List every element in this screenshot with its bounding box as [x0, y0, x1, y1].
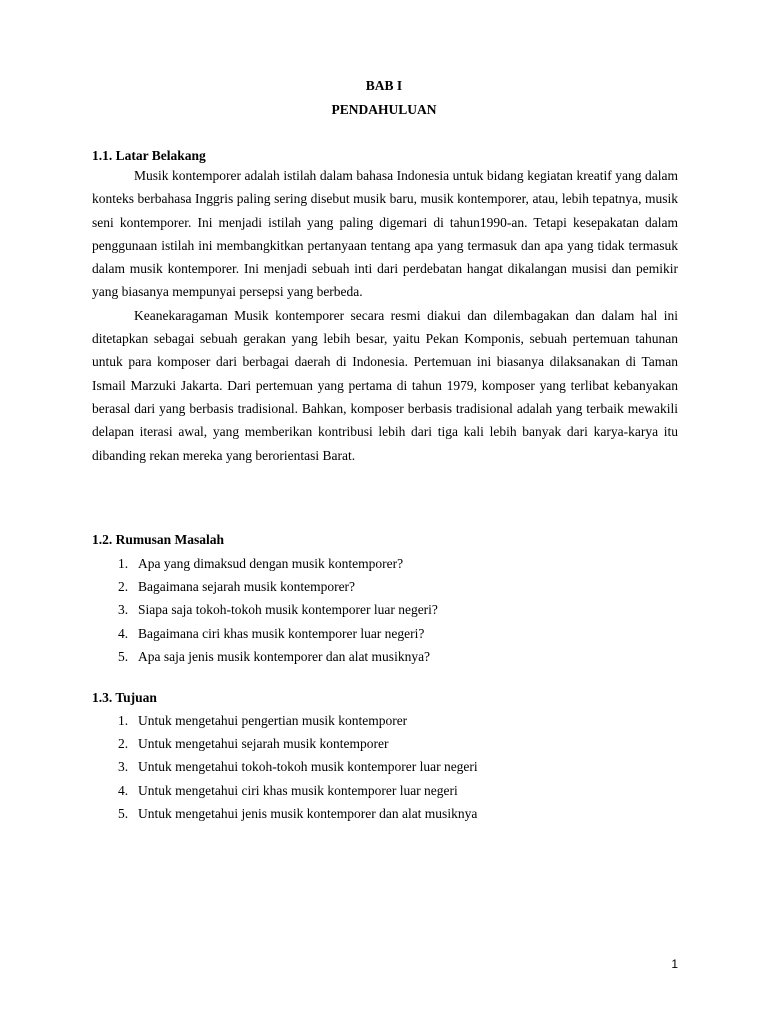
list-item	[92, 598, 438, 621]
list-item	[92, 709, 478, 732]
list-item-number: 3.	[118, 602, 129, 618]
list-item	[92, 552, 438, 575]
page-number: 1	[671, 957, 678, 971]
list-item-text: Untuk mengetahui jenis musik kontemporer dan alat musiknya	[138, 805, 478, 821]
list-item	[92, 802, 478, 825]
rumusan-masalah-list	[92, 552, 438, 668]
list-item	[92, 622, 438, 645]
list-item-text: Untuk mengetahui tokoh-tokoh musik kontemporer luar negeri	[138, 759, 478, 775]
chapter-number: BAB I	[365, 78, 403, 93]
list-item-number: 2.	[118, 579, 129, 595]
list-item-text: Bagaimana sejarah musik kontemporer?	[138, 579, 356, 595]
list-item-number: 5.	[118, 805, 129, 821]
section-body-latar-belakang	[92, 164, 678, 467]
list-item-text: Apa yang dimaksud dengan musik kontemporer?	[138, 556, 404, 571]
list-item-number: 4.	[118, 625, 129, 641]
list-item	[92, 575, 438, 598]
list-item-number: 1.	[118, 556, 129, 571]
list-item-number: 4.	[118, 782, 129, 798]
paragraph: Musik kontemporer adalah istilah dalam bahasa Indonesia untuk bidang kegiatan kreatif yang dalam konteks berbahasa Inggris paling sering disebut musik baru, musik kontemporer, atau, lebih tepatnya, musik seni kontemporer. Ini menjadi istilah yang paling digemari di tahun1990-an. Tetapi kesepakatan dalam penggunaan istilah ini membangkitkan pertanyaan tentang apa yang termasuk dan apa yang tidak termasuk dalam musik kontemporer. Ini menjadi sebuah inti dari perdebatan hangat dikalangan musisi dan pemikir yang biasanya mempunyai persepsi yang berbeda.	[92, 168, 678, 300]
list-item	[92, 732, 478, 755]
list-item-text: Apa saja jenis musik kontemporer dan alat musiknya?	[138, 648, 431, 664]
list-item-text: Untuk mengetahui pengertian musik kontemporer	[138, 713, 408, 728]
list-item-number: 5.	[118, 648, 129, 664]
section-heading-latar-belakang: 1.1. Latar Belakang	[92, 148, 206, 163]
list-item-number: 2.	[118, 736, 129, 752]
list-item	[92, 645, 438, 668]
list-item-text: Untuk mengetahui sejarah musik kontemporer	[138, 736, 389, 752]
paragraph: Keanekaragaman Musik kontemporer secara resmi diakui dan dilembagakan dan dalam hal ini ditetapkan sebagai sebuah gerakan yang lebih besar, yaitu Pekan Komponis, sebuah pertemuan tahunan untuk para komposer dari berbagai daerah di Indonesia. Pertemuan ini biasanya dilaksanakan di Taman Ismail Marzuki Jakarta. Dari pertemuan yang pertama di tahun 1979, komposer yang terlibat kebanyakan berasal dari yang berbasis tradisional. Bahkan, komposer berbasis tradisional adalah yang terbaik mewakili delapan iterasi awal, yang memberikan kontribusi lebih dari tiga kali lebih banyak dari karya-karya itu dibanding rekan mereka yang berorientasi Barat.	[92, 307, 678, 463]
list-item-number: 3.	[118, 759, 129, 775]
chapter-title: PENDAHULUAN	[331, 102, 437, 117]
list-item-text: Untuk mengetahui ciri khas musik kontemporer luar negeri	[138, 782, 458, 798]
list-item	[92, 755, 478, 778]
tujuan-list	[92, 709, 478, 825]
list-item-text: Bagaimana ciri khas musik kontemporer luar negeri?	[138, 625, 425, 641]
section-heading-tujuan: 1.3. Tujuan	[92, 690, 157, 705]
list-item-text: Siapa saja tokoh-tokoh musik kontemporer luar negeri?	[138, 602, 438, 618]
list-item	[92, 779, 478, 802]
section-heading-rumusan-masalah: 1.2. Rumusan Masalah	[92, 532, 225, 547]
list-item-number: 1.	[118, 713, 129, 728]
